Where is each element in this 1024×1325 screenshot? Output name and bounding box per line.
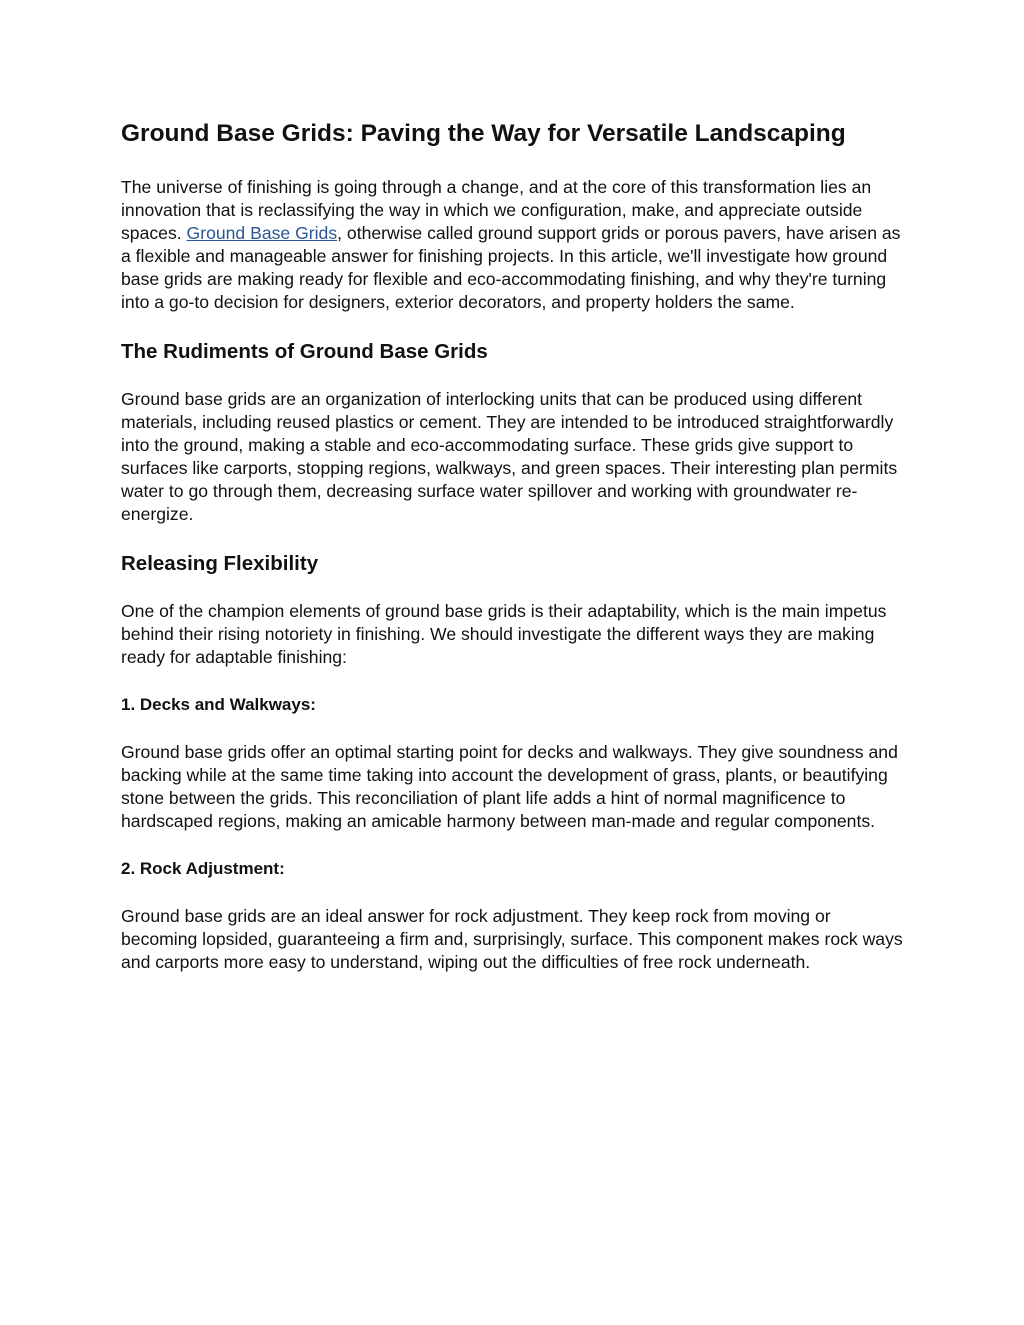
section-heading-flexibility: Releasing Flexibility <box>121 552 319 575</box>
spacer <box>121 577 906 600</box>
section-paragraph-flexibility: One of the champion elements of ground base grids is their adaptability, which is the main impetus behind their rising notoriety in finishing. We should investigate the different ways they are making ready for adaptable finishing: <box>121 601 887 667</box>
article-title: Ground Base Grids: Paving the Way for Versatile Landscaping <box>121 120 846 147</box>
spacer <box>121 526 906 551</box>
subsection-heading-rock: 2. Rock Adjustment: <box>121 859 285 878</box>
intro-text-end: , otherwise called ground support grids or porous pavers, have arisen as a flexible and manageable answer for finishing projects. In this article, we'll investigate how ground base grids are making ready for flexible and eco-accommodating finishing, and why they're turning into a go-to decision for designers, exterior decorators, and property holders the same. <box>121 223 901 312</box>
subsection-paragraph-rock: Ground base grids are an ideal answer for rock adjustment. They keep rock from moving or becoming lopsided, guaranteeing a firm and, surprisingly, surface. This component makes rock ways and carports more easy to understand, wiping out the difficulties of free rock underneath. <box>121 906 903 972</box>
spacer <box>121 833 906 858</box>
spacer <box>121 314 906 339</box>
subsection-paragraph-decks: Ground base grids offer an optimal starting point for decks and walkways. They give soundness and backing while at the same time taking into account the development of grass, plants, or beautifying stone between the grids. This reconciliation of plant life adds a hint of normal magnificence to hardscaped regions, making an amicable harmony between man-made and regular components. <box>121 742 898 831</box>
spacer <box>121 149 906 176</box>
spacer <box>121 365 906 388</box>
spacer <box>121 880 906 905</box>
section-heading-rudiments: The Rudiments of Ground Base Grids <box>121 340 488 363</box>
intro-paragraph <box>121 176 906 314</box>
section-paragraph-rudiments: Ground base grids are an organization of interlocking units that can be produced using different materials, including reused plastics or cement. They are intended to be introduced straightforwardly into the ground, making a stable and eco-accommodating surface. These grids give support to surfaces like carports, stopping regions, walkways, and green spaces. Their interesting plan permits water to go through them, decreasing surface water spillover and working with groundwater re-energize. <box>121 389 898 524</box>
intro-text-start: The universe of finishing is going through a change, and at the core of this transformation lies an innovation that is reclassifying the way in which we configuration, make, and appreciate outside spaces. <box>121 177 872 243</box>
ground-base-grids-link[interactable]: Ground Base Grids <box>186 223 338 243</box>
spacer <box>121 716 906 741</box>
subsection-heading-decks: 1. Decks and Walkways: <box>121 695 316 714</box>
spacer <box>121 669 906 694</box>
article-body <box>121 118 906 974</box>
